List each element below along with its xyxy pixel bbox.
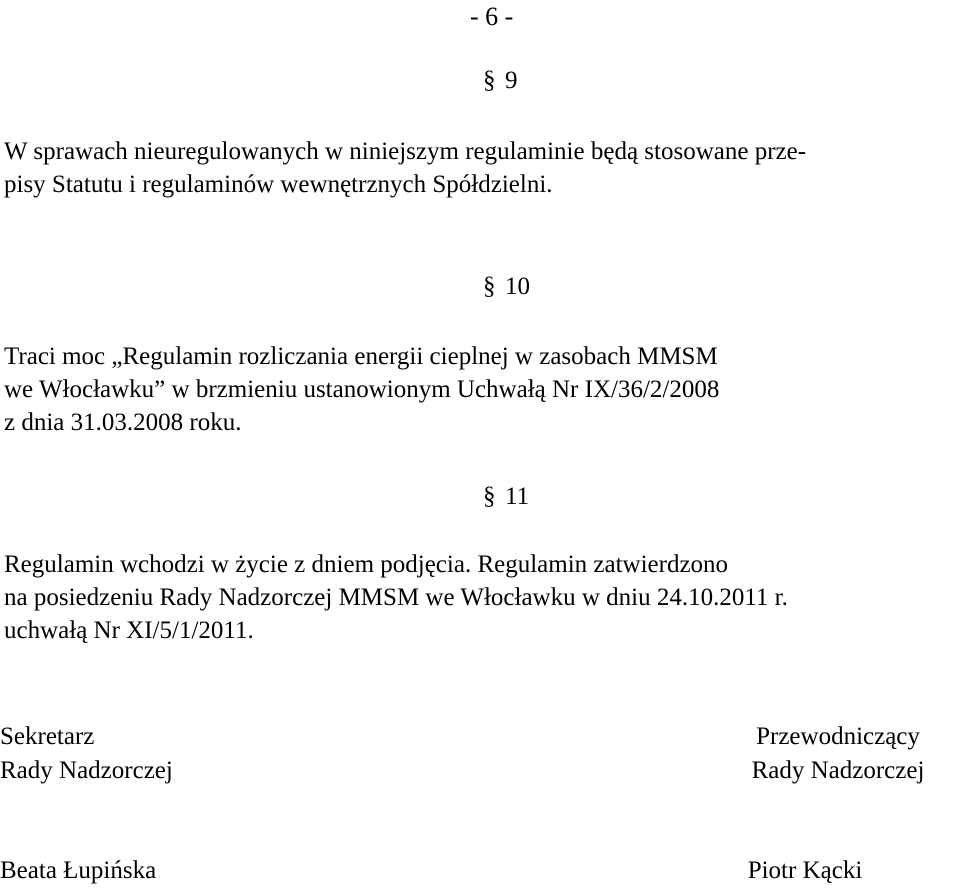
section-10-line-2: we Włocławku” w brzmieniu ustanowionym Uchwałą Nr IX/36/2/2008 — [4, 376, 720, 403]
section-9-line-2: pisy Statutu i regulaminów wewnętrznych Spółdzielni. — [4, 171, 553, 198]
section-mark: § — [483, 67, 496, 94]
page-number: - 6 - — [470, 2, 514, 31]
signature-right-body: Rady Nadzorczej — [751, 757, 925, 784]
section-number: 10 — [505, 273, 530, 300]
signature-left-body: Rady Nadzorczej — [0, 757, 173, 784]
section-heading-9 — [483, 64, 518, 97]
section-mark: § — [483, 483, 496, 510]
signature-left-name: Beata Łupińska — [0, 857, 157, 884]
signature-right-name: Piotr Kącki — [747, 857, 863, 884]
signature-left-title: Sekretarz — [0, 723, 95, 750]
section-mark: § — [483, 273, 496, 300]
section-9-line-1: W sprawach nieuregulowanych w niniejszym regulaminie będą stosowane prze- — [4, 138, 807, 165]
section-11-line-2: na posiedzeniu Rady Nadzorczej MMSM we Włocławku w dniu 24.10.2011 r. — [4, 584, 788, 611]
section-10-line-1: Traci moc „Regulamin rozliczania energii cieplnej w zasobach MMSM — [4, 343, 718, 370]
section-number: 9 — [505, 67, 518, 94]
section-10-line-3: z dnia 31.03.2008 roku. — [4, 409, 242, 436]
section-heading-10 — [483, 270, 530, 303]
section-11-line-1: Regulamin wchodzi w życie z dniem podjęcia. Regulamin zatwierdzono — [4, 551, 729, 578]
section-number: 11 — [505, 483, 530, 510]
section-11-line-3: uchwałą Nr XI/5/1/2011. — [4, 617, 254, 644]
signature-right-title: Przewodniczący — [756, 723, 920, 750]
section-heading-11 — [483, 480, 529, 513]
